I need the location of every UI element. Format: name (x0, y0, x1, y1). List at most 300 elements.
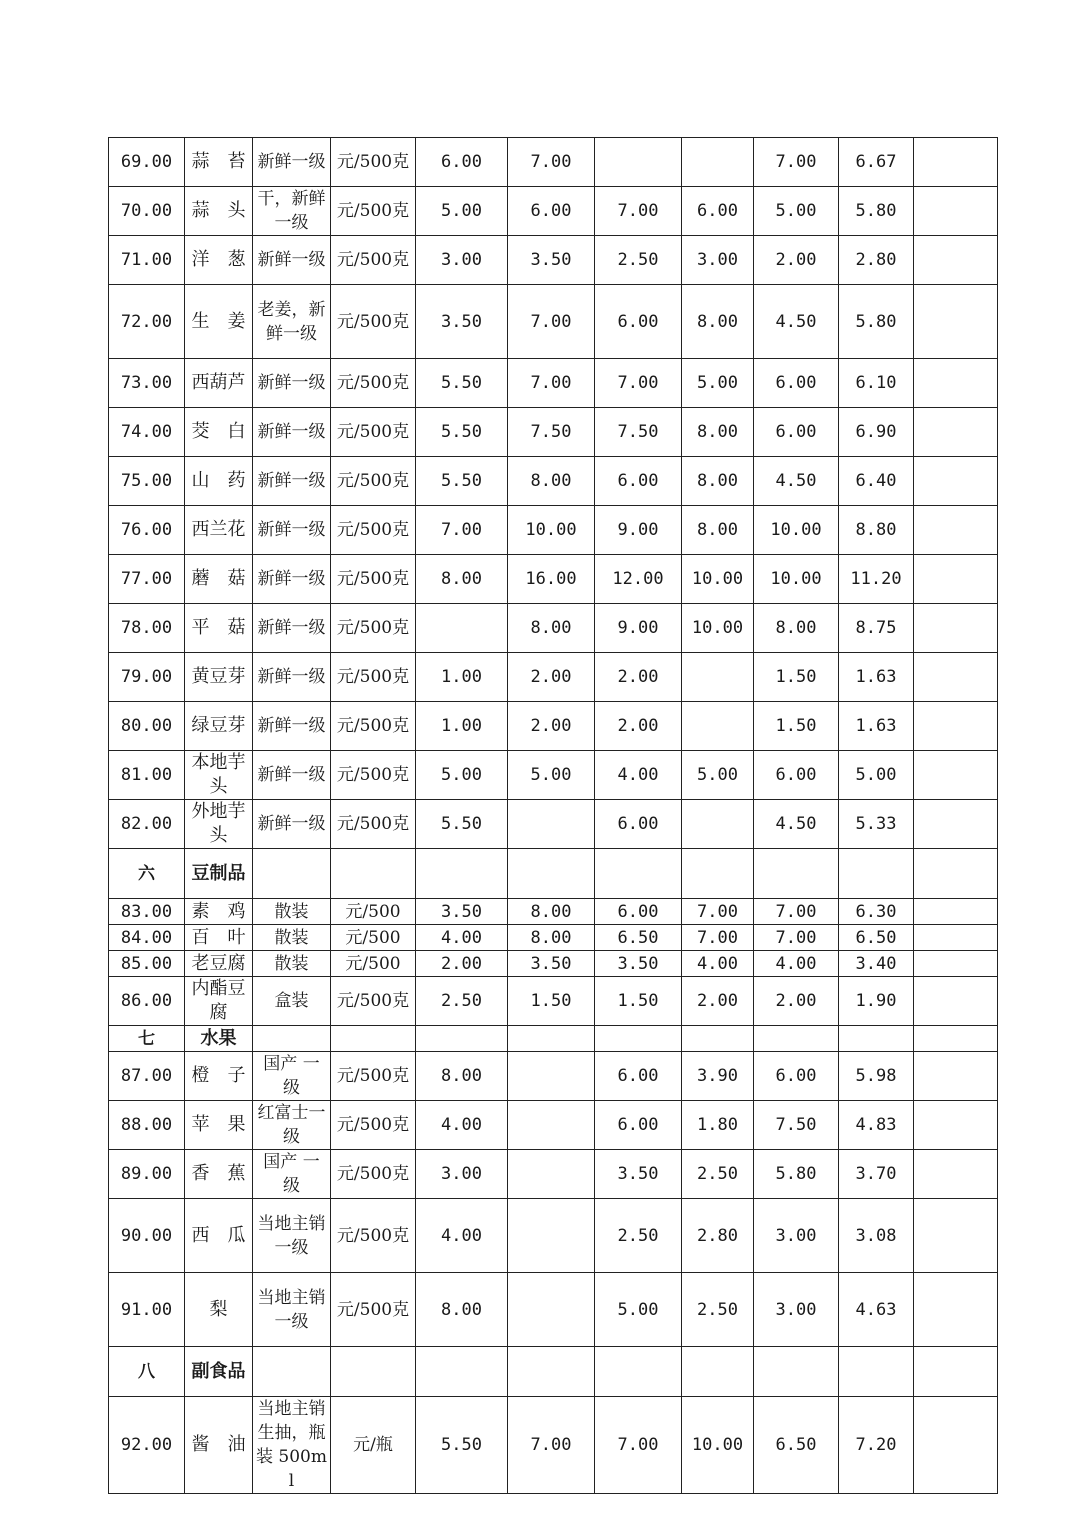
price-cell-text: 4.50 (775, 814, 817, 834)
item-name-cell-text: 生 姜 (191, 310, 246, 332)
price-cell-text: 2.80 (697, 1225, 738, 1246)
row-index-cell (109, 138, 185, 187)
price-cell (914, 187, 998, 236)
price-cell-text: 6.00 (775, 1066, 817, 1086)
average-price-cell (839, 751, 914, 800)
price-cell (754, 1052, 839, 1101)
spec-cell-text: 新鲜一级 (257, 667, 326, 687)
price-cell-text: 6.00 (697, 201, 738, 221)
item-name-cell-text: 外地芋头 (191, 801, 246, 846)
price-cell-text: 10.00 (691, 1435, 744, 1455)
table-row (109, 977, 998, 1026)
price-cell-text: 3.00 (697, 250, 738, 270)
price-cell-text: 3.50 (617, 1164, 659, 1184)
price-cell-text: 6.50 (617, 927, 659, 948)
price-cell-text: 7.00 (617, 1435, 659, 1455)
price-cell-text: 1.50 (775, 716, 817, 736)
unit-cell (331, 187, 416, 236)
price-cell (416, 1273, 508, 1347)
price-cell (682, 925, 754, 951)
price-cell-text: 4.00 (441, 927, 482, 948)
price-cell-text: 10.00 (525, 520, 577, 540)
table-row (109, 285, 998, 359)
price-cell (508, 187, 595, 236)
price-cell-text: 3.50 (441, 311, 482, 332)
price-cell (508, 1199, 595, 1273)
empty-cell (416, 1026, 508, 1052)
price-cell (682, 604, 754, 653)
item-name-cell (185, 506, 253, 555)
row-index-cell-text: 82.00 (120, 814, 173, 834)
row-index-cell-text: 73.00 (120, 373, 173, 393)
price-cell (914, 653, 998, 702)
price-cell (914, 1052, 998, 1101)
price-cell (914, 408, 998, 457)
item-name-cell-text: 蒜 苔 (191, 151, 246, 172)
unit-cell (331, 555, 416, 604)
unit-cell (331, 653, 416, 702)
unit-cell-text: 元/500 (345, 927, 401, 948)
average-price-cell (839, 977, 914, 1026)
item-name-cell (185, 1397, 253, 1494)
table-row (109, 751, 998, 800)
price-cell (682, 1052, 754, 1101)
price-cell (595, 977, 682, 1026)
item-name-cell-text: 绿豆芽 (191, 715, 246, 736)
price-cell (914, 555, 998, 604)
price-cell (682, 1199, 754, 1273)
price-cell (595, 702, 682, 751)
price-cell-text: 7.00 (617, 373, 659, 393)
spec-cell-text: 新鲜一级 (257, 152, 326, 172)
item-name-cell-text: 茭 白 (191, 421, 246, 442)
price-cell-text: 5.00 (617, 1299, 659, 1320)
price-cell (508, 236, 595, 285)
price-cell-text: 10.00 (770, 520, 822, 540)
spec-cell-text: 当地主销 一级 (257, 1287, 343, 1332)
unit-cell-text: 元/500克 (336, 311, 410, 332)
empty-cell (682, 1347, 754, 1397)
unit-cell-text: 元/500克 (336, 471, 410, 491)
price-cell (416, 751, 508, 800)
price-cell (754, 1101, 839, 1150)
price-cell-text: 7.00 (775, 927, 817, 948)
price-cell (595, 1273, 682, 1347)
price-cell (595, 555, 682, 604)
average-price-cell (839, 285, 914, 359)
price-cell-text: 4.00 (441, 1225, 482, 1246)
row-index-cell-text: 六 (138, 863, 155, 884)
average-price-cell (839, 1273, 914, 1347)
empty-cell (253, 849, 331, 899)
table-row (109, 187, 998, 236)
price-cell (595, 236, 682, 285)
price-cell (682, 457, 754, 506)
unit-cell-text: 元/500克 (336, 1164, 410, 1184)
empty-cell (253, 1026, 331, 1052)
price-cell-text: 2.00 (617, 716, 659, 736)
table-row (109, 138, 998, 187)
row-index-cell (109, 555, 185, 604)
spec-cell (253, 1150, 331, 1199)
average-price-cell-text: 3.70 (855, 1164, 897, 1184)
empty-cell (914, 1347, 998, 1397)
item-name-cell (185, 1199, 253, 1273)
spec-cell-text: 散装 (274, 953, 309, 974)
unit-cell (331, 702, 416, 751)
price-cell-text: 6.00 (617, 311, 659, 332)
price-cell-text: 2.00 (530, 667, 572, 687)
row-index-cell-text: 89.00 (120, 1164, 173, 1184)
price-cell-text: 5.50 (441, 1435, 482, 1455)
spec-cell (253, 506, 331, 555)
average-price-cell-text: 6.30 (855, 901, 897, 922)
price-cell-text: 7.00 (775, 901, 817, 922)
spec-cell-text: 当地主销 一级 (257, 1213, 343, 1258)
unit-cell (331, 408, 416, 457)
spec-cell (253, 457, 331, 506)
price-cell-text: 6.00 (441, 152, 482, 172)
price-cell-text: 6.00 (617, 1066, 659, 1086)
row-index-cell-text: 80.00 (120, 716, 173, 736)
item-name-cell-text: 梨 (209, 1298, 228, 1320)
row-index-cell (109, 1026, 185, 1052)
price-cell (682, 506, 754, 555)
price-cell-text: 1.50 (775, 667, 817, 687)
empty-cell (508, 849, 595, 899)
unit-cell-text: 元/500克 (336, 520, 410, 540)
price-cell-text: 7.50 (617, 422, 659, 442)
spec-cell-text: 新鲜一级 (257, 569, 326, 589)
row-index-cell-text: 88.00 (120, 1115, 173, 1135)
price-cell (416, 1199, 508, 1273)
price-cell (416, 138, 508, 187)
row-index-cell-text: 87.00 (120, 1066, 173, 1086)
average-price-cell-text: 4.63 (855, 1299, 897, 1320)
item-name-cell-text: 山 药 (191, 470, 246, 491)
unit-cell (331, 951, 416, 977)
empty-cell (508, 1347, 595, 1397)
price-cell (682, 236, 754, 285)
price-cell-text: 3.50 (441, 901, 482, 922)
empty-cell (595, 849, 682, 899)
row-index-cell-text: 92.00 (120, 1435, 173, 1455)
price-cell-text: 5.50 (441, 471, 482, 491)
spec-cell-text: 红富士一级 (257, 1103, 326, 1147)
price-cell (754, 925, 839, 951)
price-cell-text: 3.00 (441, 250, 482, 270)
price-cell-text: 10.00 (691, 618, 744, 638)
price-cell (682, 359, 754, 408)
row-index-cell (109, 1347, 185, 1397)
item-name-cell (185, 236, 253, 285)
price-cell (914, 1199, 998, 1273)
row-index-cell-text: 90.00 (120, 1225, 173, 1246)
price-cell-text: 6.00 (530, 201, 572, 221)
price-cell (595, 359, 682, 408)
unit-cell-text: 元/500 (345, 901, 401, 922)
price-cell (416, 951, 508, 977)
item-name-cell (185, 702, 253, 751)
empty-cell (682, 849, 754, 899)
table-row (109, 702, 998, 751)
price-cell-text: 2.50 (617, 1225, 659, 1246)
item-name-cell-text: 酱 油 (191, 1434, 246, 1455)
spec-cell (253, 555, 331, 604)
price-cell (416, 604, 508, 653)
price-cell-text: 6.00 (617, 901, 659, 922)
row-index-cell (109, 751, 185, 800)
item-name-cell (185, 1026, 253, 1052)
spec-cell (253, 1397, 331, 1494)
spec-cell (253, 604, 331, 653)
spec-cell (253, 951, 331, 977)
row-index-cell (109, 408, 185, 457)
unit-cell (331, 1397, 416, 1494)
price-cell (754, 1273, 839, 1347)
average-price-cell (839, 138, 914, 187)
unit-cell (331, 359, 416, 408)
price-cell (416, 1150, 508, 1199)
item-name-cell (185, 800, 253, 849)
unit-cell (331, 236, 416, 285)
spec-cell-text: 散装 (274, 927, 309, 948)
unit-cell-text: 元/500克 (336, 422, 410, 442)
average-price-cell-text: 6.10 (855, 373, 897, 393)
price-cell-text: 1.00 (441, 667, 482, 687)
price-cell (682, 1397, 754, 1494)
price-cell (508, 951, 595, 977)
spec-cell (253, 285, 331, 359)
price-cell (416, 925, 508, 951)
price-cell (508, 285, 595, 359)
price-cell-text: 10.00 (691, 569, 744, 589)
spec-cell-text: 散装 (274, 901, 309, 922)
price-cell (416, 1052, 508, 1101)
price-cell (416, 457, 508, 506)
price-cell (682, 408, 754, 457)
price-cell (754, 506, 839, 555)
unit-cell-text: 元/500克 (336, 201, 410, 221)
price-cell-text: 8.00 (441, 1299, 482, 1320)
price-cell (508, 1052, 595, 1101)
row-index-cell-text: 79.00 (120, 667, 173, 687)
price-cell-text: 8.00 (530, 927, 572, 948)
price-cell (914, 506, 998, 555)
unit-cell-text: 元/500克 (336, 667, 410, 687)
price-cell (914, 899, 998, 925)
price-cell-text: 1.00 (441, 716, 482, 736)
price-cell (416, 977, 508, 1026)
item-name-cell (185, 1101, 253, 1150)
price-cell (682, 751, 754, 800)
price-cell (595, 457, 682, 506)
price-cell (754, 977, 839, 1026)
price-cell (914, 359, 998, 408)
spec-cell (253, 702, 331, 751)
price-cell-text: 12.00 (612, 569, 664, 589)
price-cell (416, 555, 508, 604)
price-cell (508, 702, 595, 751)
table-row (109, 604, 998, 653)
unit-cell (331, 977, 416, 1026)
average-price-cell-text: 1.63 (855, 716, 897, 736)
price-cell-text: 2.50 (617, 250, 659, 270)
row-index-cell-text: 77.00 (120, 569, 173, 589)
price-cell (682, 555, 754, 604)
average-price-cell-text: 4.83 (855, 1115, 897, 1135)
price-cell (754, 899, 839, 925)
item-name-cell (185, 604, 253, 653)
price-cell-text: 3.00 (775, 1225, 817, 1246)
table-row (109, 506, 998, 555)
spec-cell (253, 187, 331, 236)
unit-cell (331, 1150, 416, 1199)
price-cell-text: 9.00 (617, 618, 659, 638)
unit-cell-text: 元/500克 (336, 716, 410, 736)
price-cell (754, 555, 839, 604)
average-price-cell (839, 800, 914, 849)
spec-cell-text: 国产 一级 (263, 1152, 320, 1196)
row-index-cell (109, 1150, 185, 1199)
price-cell (508, 1150, 595, 1199)
unit-cell-text: 元/500克 (336, 814, 410, 834)
average-price-cell (839, 1052, 914, 1101)
spec-cell-text: 新鲜一级 (257, 373, 326, 393)
spec-cell-text: 盒装 (274, 991, 309, 1011)
table-row (109, 1052, 998, 1101)
price-cell-text: 2.00 (441, 953, 482, 974)
price-cell (508, 1101, 595, 1150)
price-cell (682, 800, 754, 849)
item-name-cell (185, 951, 253, 977)
item-name-cell-text: 素 鸡 (191, 900, 246, 922)
price-cell (754, 138, 839, 187)
empty-cell (839, 1026, 914, 1052)
item-name-cell-text: 香 蕉 (191, 1163, 246, 1184)
empty-cell (595, 1347, 682, 1397)
unit-cell-text: 元/500克 (336, 1299, 410, 1320)
price-cell-text: 2.50 (697, 1299, 738, 1320)
price-cell (914, 236, 998, 285)
unit-cell-text: 元/500克 (336, 152, 410, 172)
row-index-cell (109, 925, 185, 951)
price-cell (416, 506, 508, 555)
price-cell (682, 1273, 754, 1347)
table-row (109, 1150, 998, 1199)
price-cell (508, 555, 595, 604)
price-cell (595, 951, 682, 977)
row-index-cell (109, 1052, 185, 1101)
average-price-cell-text: 2.80 (855, 250, 897, 270)
price-table-body (109, 138, 998, 1494)
price-cell-text: 2.00 (617, 667, 659, 687)
item-name-cell (185, 457, 253, 506)
row-index-cell (109, 604, 185, 653)
unit-cell (331, 1273, 416, 1347)
price-cell (508, 604, 595, 653)
empty-cell (682, 1026, 754, 1052)
price-cell-text: 8.00 (530, 901, 572, 922)
price-cell-text: 8.00 (697, 520, 738, 540)
row-index-cell-text: 84.00 (120, 927, 173, 948)
average-price-cell-text: 5.80 (855, 311, 897, 332)
price-cell (914, 702, 998, 751)
price-cell (595, 285, 682, 359)
price-cell (508, 1397, 595, 1494)
price-cell (508, 925, 595, 951)
price-cell (914, 604, 998, 653)
row-index-cell-text: 83.00 (120, 901, 173, 922)
price-cell (682, 187, 754, 236)
unit-cell-text: 元/500克 (336, 991, 410, 1011)
spec-cell-text: 新鲜一级 (257, 716, 326, 736)
price-cell-text: 3.50 (530, 250, 572, 270)
item-name-cell-text: 平 菇 (191, 617, 246, 638)
price-cell (416, 359, 508, 408)
empty-cell (914, 1026, 998, 1052)
row-index-cell-text: 70.00 (120, 201, 173, 221)
price-cell (914, 1397, 998, 1494)
price-cell-text: 7.00 (530, 152, 572, 172)
row-index-cell (109, 702, 185, 751)
average-price-cell-text: 8.80 (855, 520, 897, 540)
item-name-cell (185, 1052, 253, 1101)
price-cell-text: 2.00 (697, 991, 738, 1011)
average-price-cell-text: 1.63 (855, 667, 897, 687)
price-cell (595, 187, 682, 236)
price-cell (508, 653, 595, 702)
price-cell (508, 899, 595, 925)
empty-cell (508, 1026, 595, 1052)
price-cell (914, 925, 998, 951)
table-row (109, 408, 998, 457)
unit-cell-text: 元/500克 (336, 1225, 410, 1246)
price-cell-text: 6.50 (775, 1435, 817, 1455)
spec-cell-text: 国产 一级 (263, 1054, 320, 1098)
item-name-cell-text: 蘑 菇 (191, 568, 246, 589)
item-name-cell (185, 751, 253, 800)
price-cell-text: 6.00 (617, 1115, 659, 1135)
price-cell (682, 702, 754, 751)
price-cell (754, 1397, 839, 1494)
item-name-cell-text: 百 叶 (191, 926, 246, 948)
item-name-cell-text: 苹 果 (191, 1114, 246, 1135)
price-cell (595, 604, 682, 653)
price-cell (754, 751, 839, 800)
price-cell (754, 457, 839, 506)
spec-cell (253, 236, 331, 285)
price-cell (754, 702, 839, 751)
average-price-cell (839, 1199, 914, 1273)
item-name-cell (185, 359, 253, 408)
row-index-cell-text: 76.00 (120, 520, 173, 540)
price-cell-text: 4.00 (441, 1115, 482, 1135)
price-cell (914, 457, 998, 506)
unit-cell-text: 元/500 (345, 953, 401, 974)
average-price-cell-text: 11.20 (850, 569, 902, 589)
price-cell (416, 702, 508, 751)
item-name-cell-text: 副食品 (191, 1360, 246, 1382)
price-cell-text: 7.00 (775, 152, 817, 172)
spec-cell (253, 1052, 331, 1101)
price-cell-text: 8.00 (775, 618, 817, 638)
price-cell-text: 7.00 (530, 373, 572, 393)
row-index-cell (109, 457, 185, 506)
row-index-cell (109, 977, 185, 1026)
price-cell-text: 7.00 (697, 927, 738, 948)
price-cell (416, 408, 508, 457)
